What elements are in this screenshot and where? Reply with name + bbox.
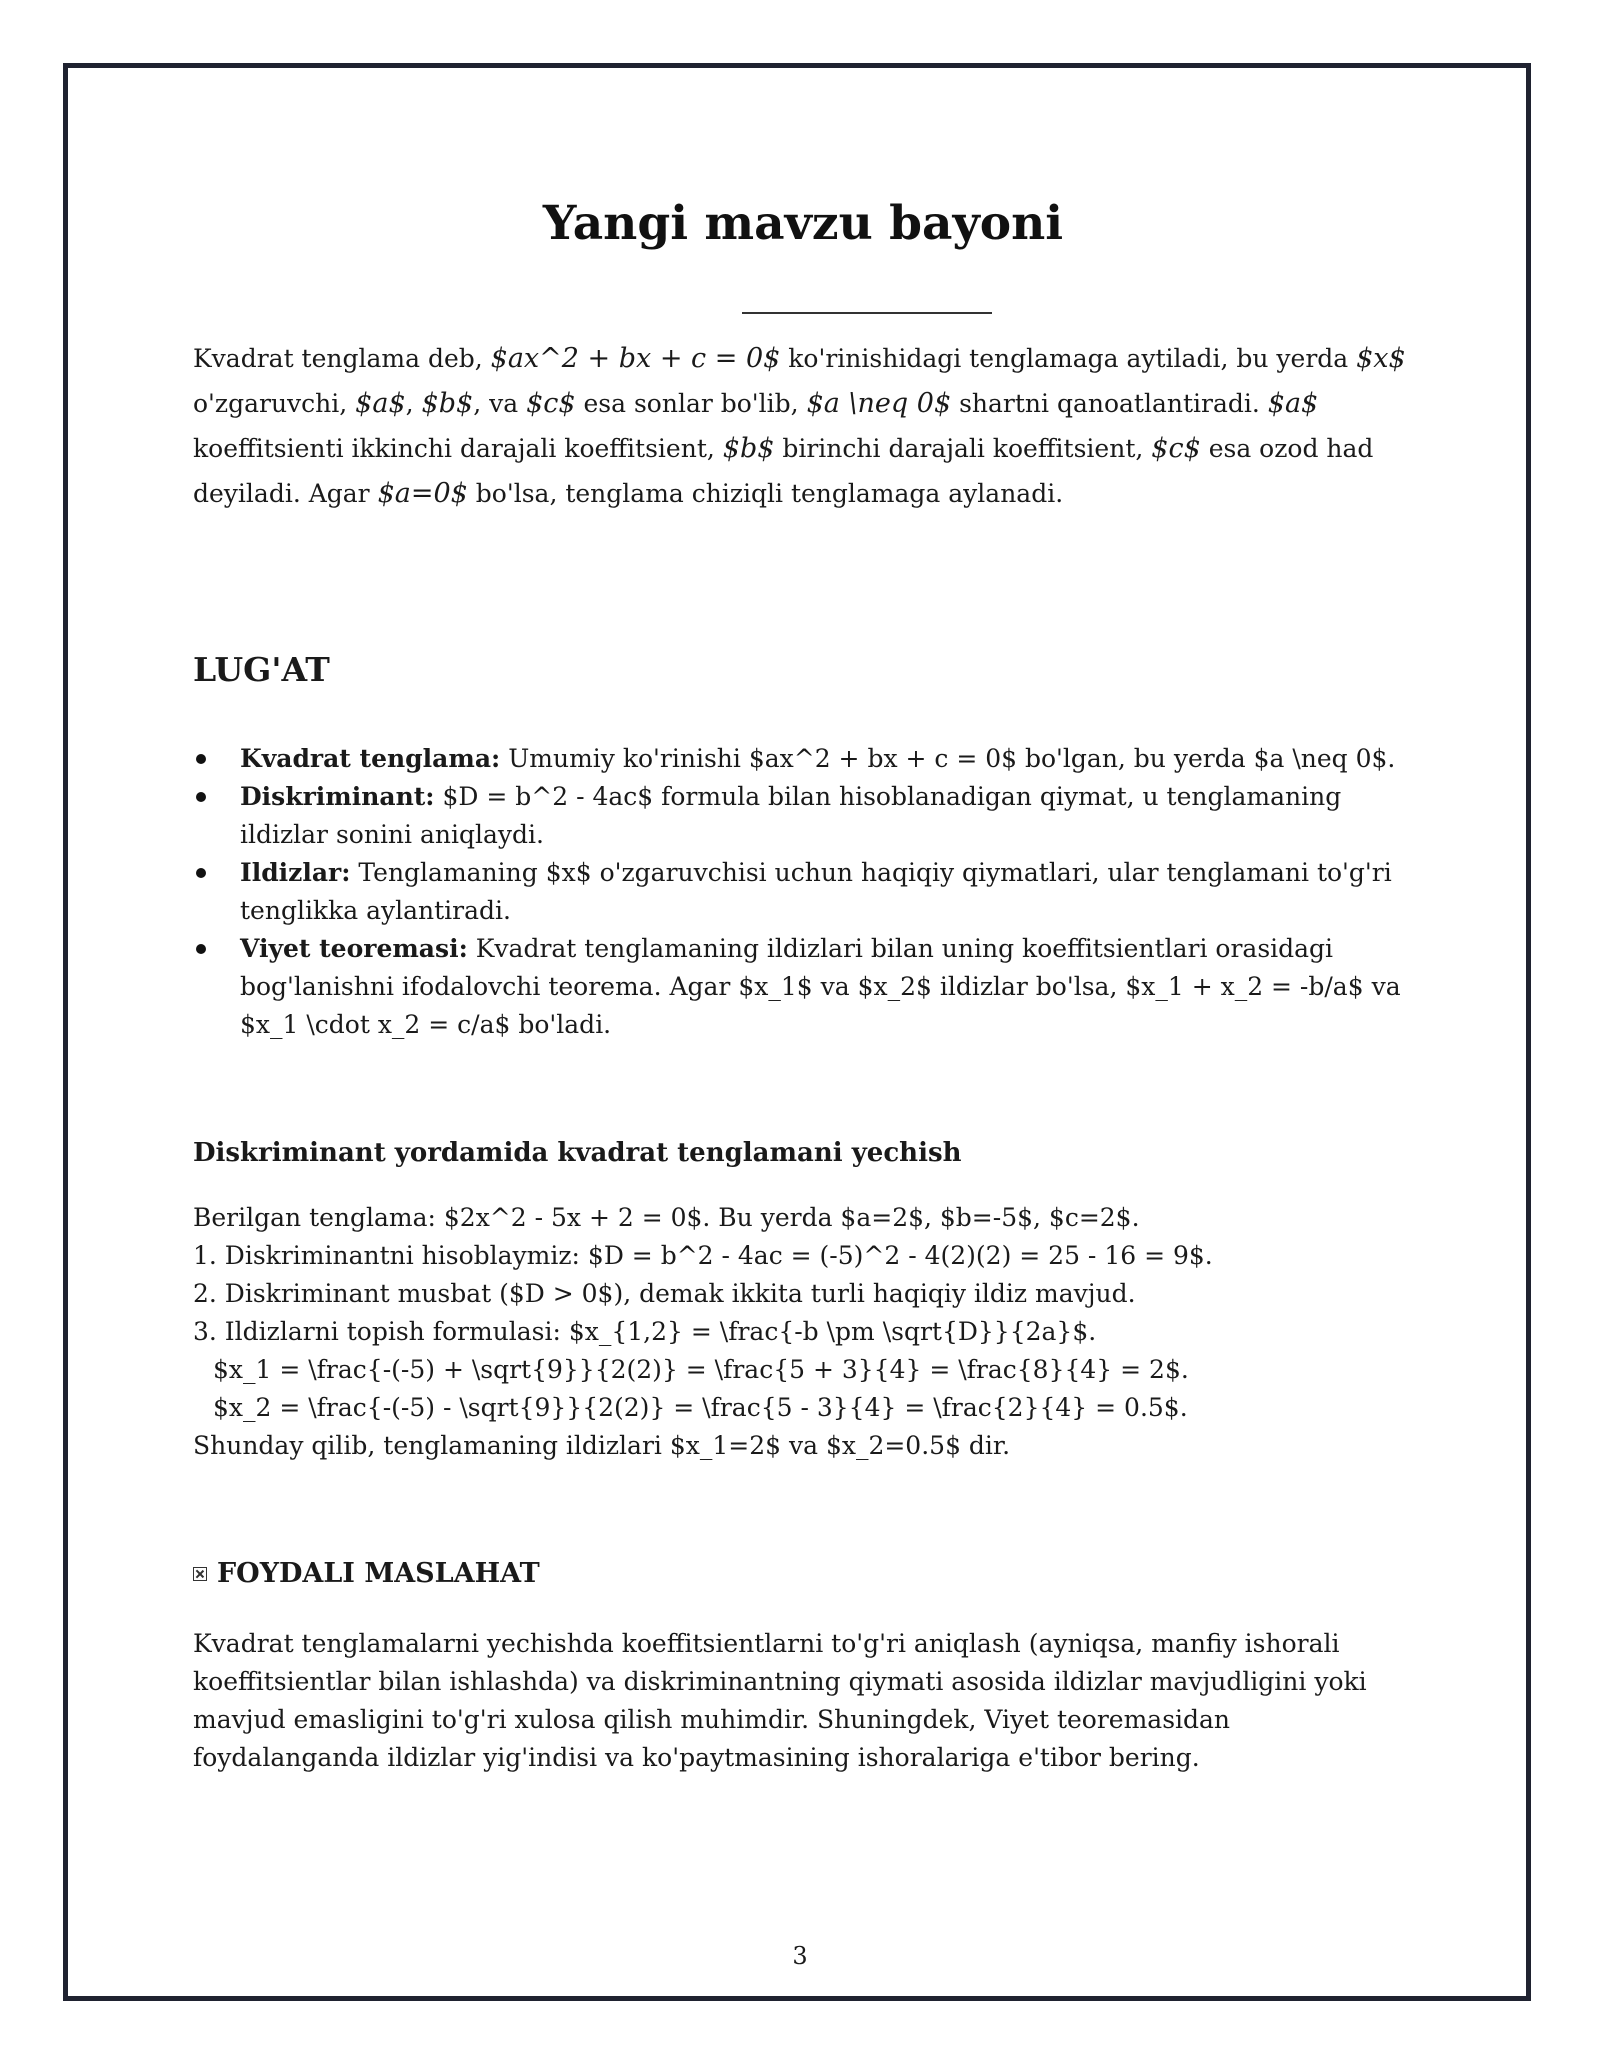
- bullet-icon: [196, 754, 206, 764]
- example-line: 1. Diskriminantni hisoblaymiz: $D = b^2 - 4ac = (-5)^2 - 4(2)(2) = 25 - 16 = 9$.: [193, 1241, 1213, 1270]
- tip-heading-label: FOYDALI MASLAHAT: [217, 1558, 540, 1589]
- vocabulary-definition: Tenglamaning $x$ o'zgaruvchisi uchun haqiqiy qiymatlari, ular tenglamani to'g'ri tenglikka aylantiradi.: [240, 858, 1392, 925]
- vocabulary-term: Ildizlar:: [240, 858, 351, 887]
- intro-text: ko'rinishidagi tenglamaga aytiladi, bu yerda: [780, 344, 1357, 373]
- intro-math: $a \neq 0$: [806, 388, 952, 419]
- vocabulary-heading: LUG'AT: [193, 650, 330, 689]
- page-number: 3: [792, 1942, 808, 1970]
- vocabulary-term: Viyet teoremasi:: [240, 934, 468, 963]
- intro-text: , va: [473, 389, 527, 418]
- intro-math: $x$: [1356, 343, 1406, 374]
- intro-text: koeffitsienti ikkinchi darajali koeffitsient,: [193, 434, 723, 463]
- intro-text: shartni qanoatlantiradi.: [951, 389, 1268, 418]
- intro-math: $c$: [526, 388, 576, 419]
- vocabulary-item: [193, 854, 1413, 930]
- tip-paragraph: Kvadrat tenglamalarni yechishda koeffitsientlarni to'g'ri aniqlash (ayniqsa, manfiy ishorali koeffitsientlar bilan ishlashda) va diskriminantning qiymati asosida ildizlar mavjudligini yoki mavjud emasligini to'g'ri xulosa qilish muhimdir. Shuningdek, Viyet teoremasidan foydalanganda ildizlar yig'indisi va ko'paytmasining ishoralariga e'tibor bering.: [193, 1629, 1367, 1772]
- page-frame: [63, 63, 1531, 2001]
- bullet-icon: [196, 868, 206, 878]
- tip-heading: [193, 1558, 540, 1589]
- intro-paragraph: [193, 336, 1413, 516]
- intro-math: $b$: [421, 388, 474, 419]
- intro-text: Kvadrat tenglama deb,: [193, 344, 491, 373]
- vocabulary-term: Kvadrat tenglama:: [240, 744, 501, 773]
- worked-example: [193, 1199, 1413, 1465]
- vocabulary-list: [193, 740, 1413, 1044]
- intro-math: $a=0$: [377, 478, 468, 509]
- example-line: 2. Diskriminant musbat ($D > 0$), demak ikkita turli haqiqiy ildiz mavjud.: [193, 1279, 1136, 1308]
- vocabulary-definition: $D = b^2 - 4ac$ formula bilan hisoblanadigan qiymat, u tenglamaning ildizlar sonini aniqlaydi.: [240, 782, 1342, 849]
- intro-text: birinchi darajali koeffitsient,: [774, 434, 1152, 463]
- vocabulary-definition: Kvadrat tenglamaning ildizlari bilan uning koeffitsientlari orasidagi bog'lanishni ifodalovchi teorema. Agar $x_1$ va $x_2$ ildizlar bo'lsa, $x_1 + x_2 = -b/a$ va $x_1 \cdot x_2 = c/a$ bo'ladi.: [240, 934, 1401, 1039]
- intro-text: ,: [405, 389, 422, 418]
- intro-math: $a$: [355, 388, 406, 419]
- example-line: Shunday qilib, tenglamaning ildizlari $x_1=2$ va $x_2=0.5$ dir.: [193, 1431, 1011, 1460]
- title-divider: [742, 312, 992, 314]
- intro-text: esa ozod had deyiladi. Agar: [193, 434, 1374, 508]
- vocabulary-item: [193, 778, 1413, 854]
- bullet-icon: [196, 944, 206, 954]
- missing-glyph-icon: [193, 1567, 207, 1581]
- intro-text: esa sonlar bo'lib,: [575, 389, 807, 418]
- vocabulary-item: [193, 740, 1413, 778]
- vocabulary-item: [193, 930, 1413, 1044]
- vocabulary-definition: Umumiy ko'rinishi $ax^2 + bx + c = 0$ bo'lgan, bu yerda $a \neq 0$.: [500, 744, 1396, 773]
- intro-math: $b$: [722, 433, 775, 464]
- intro-math: $a$: [1267, 388, 1319, 419]
- example-line: $x_1 = \frac{-(-5) + \sqrt{9}}{2(2)} = \frac{5 + 3}{4} = \frac{8}{4} = 2$.: [213, 1355, 1189, 1384]
- bullet-icon: [196, 792, 206, 802]
- example-line: $x_2 = \frac{-(-5) - \sqrt{9}}{2(2)} = \frac{5 - 3}{4} = \frac{2}{4} = 0.5$.: [213, 1393, 1188, 1422]
- intro-math: $c$: [1151, 433, 1201, 464]
- example-line: Berilgan tenglama: $2x^2 - 5x + 2 = 0$. Bu yerda $a=2$, $b=-5$, $c=2$.: [193, 1203, 1140, 1232]
- intro-text: bo'lsa, tenglama chiziqli tenglamaga aylanadi.: [467, 479, 1064, 508]
- example-line: 3. Ildizlarni topish formulasi: $x_{1,2} = \frac{-b \pm \sqrt{D}}{2a}$.: [193, 1317, 1097, 1346]
- intro-math: $ax^2 + bx + c = 0$: [490, 343, 781, 374]
- page-title: Yangi mavzu bayoni: [542, 196, 1064, 251]
- example-heading: Diskriminant yordamida kvadrat tenglamani yechish: [193, 1138, 962, 1168]
- intro-text: o'zgaruvchi,: [193, 389, 356, 418]
- vocabulary-term: Diskriminant:: [240, 782, 435, 811]
